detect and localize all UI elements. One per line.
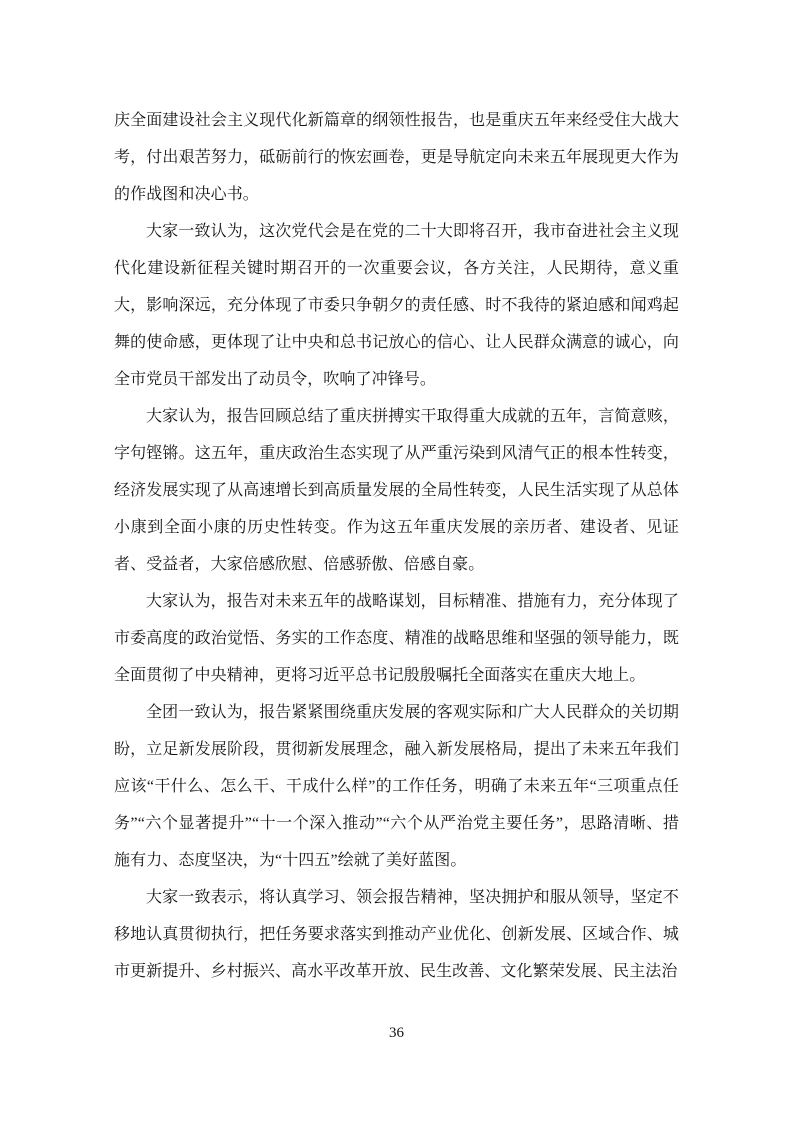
paragraph-continuation: 庆全面建设社会主义现代化新篇章的纲领性报告，也是重庆五年来经受住大战大考，付出艰苦努力，砥砺前行的恢宏画卷，更是导航定向未来五年展现更大作为的作战图和决心书。	[114, 112, 679, 203]
page-number: 36	[389, 1025, 404, 1041]
document-body	[114, 102, 679, 990]
paragraph: 大家一致认为，这次党代会是在党的二十大即将召开，我市奋进社会主义现代化建设新征程关键时期召开的一次重要会议，各方关注，人民期待，意义重大，影响深远，充分体现了市委只争朝夕的责任感、时不我待的紧迫感和闻鸡起舞的使命感，更体现了让中央和总书记放心的信心、让人民群众满意的诚心，向全市党员干部发出了动员令，吹响了冲锋号。	[114, 223, 679, 388]
paragraph: 大家一致表示，将认真学习、领会报告精神，坚决拥护和服从领导，坚定不移地认真贯彻执行，把任务要求落实到推动产业优化、创新发展、区域合作、城市更新提升、乡村振兴、高水平改革开放、民生改善、文化繁荣发展、民主法治	[114, 889, 679, 980]
paragraph: 大家认为，报告回顾总结了重庆拼搏实干取得重大成就的五年，言简意赅，字句铿锵。这五年，重庆政治生态实现了从严重污染到风清气正的根本性转变，经济发展实现了从高速增长到高质量发展的全局性转变，人民生活实现了从总体小康到全面小康的历史性转变。作为这五年重庆发展的亲历者、建设者、见证者、受益者，大家倍感欣慰、倍感骄傲、倍感自豪。	[114, 408, 679, 573]
paragraph: 全团一致认为，报告紧紧围绕重庆发展的客观实际和广大人民群众的关切期盼，立足新发展阶段，贯彻新发展理念，融入新发展格局，提出了未来五年我们应该“干什么、怎么干、干成什么样”的工作任务，明确了未来五年“三项重点任务”“六个显著提升”“十一个深入推动”“六个从严治党主要任务”，思路清晰、措施有力、态度坚决，为“十四五”绘就了美好蓝图。	[114, 704, 679, 869]
page-footer	[0, 1024, 793, 1042]
paragraph: 大家认为，报告对未来五年的战略谋划，目标精准、措施有力，充分体现了市委高度的政治觉悟、务实的工作态度、精准的战略思维和坚强的领导能力，既全面贯彻了中央精神，更将习近平总书记殷殷嘱托全面落实在重庆大地上。	[114, 593, 679, 684]
